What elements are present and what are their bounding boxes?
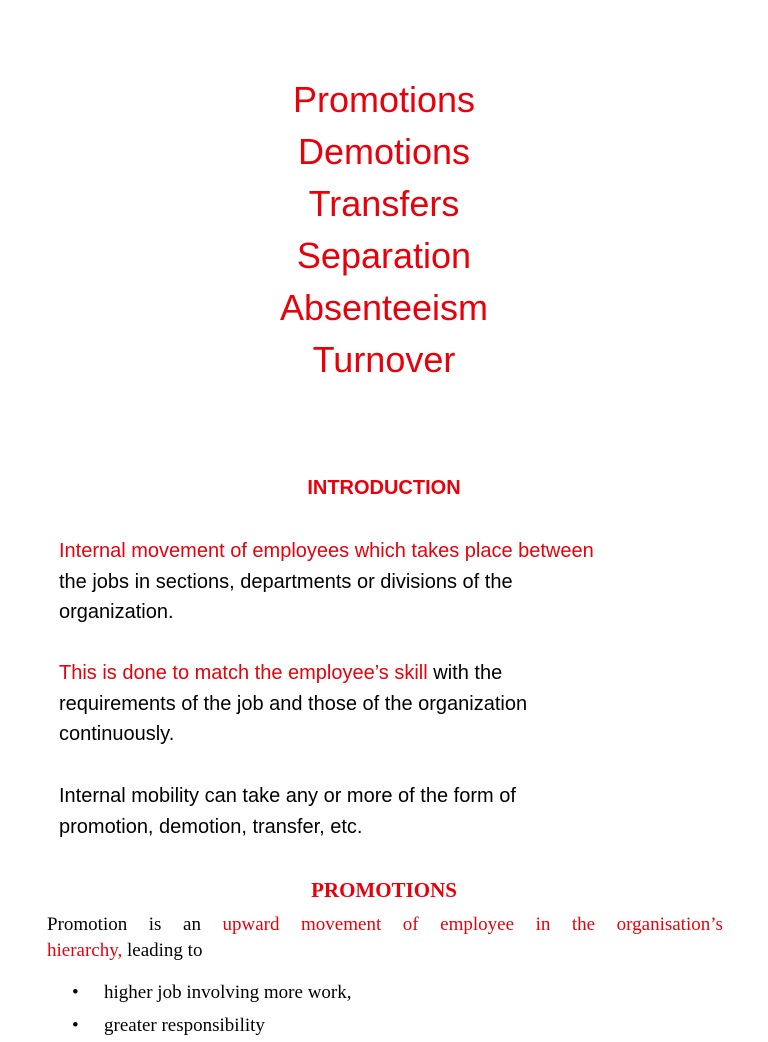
title-absenteeism: Absenteeism — [279, 287, 489, 328]
promotion-word-highlight: in — [535, 914, 551, 935]
bullet-item — [72, 976, 352, 1009]
title-transfers: Transfers — [308, 183, 460, 224]
promotion-word-highlight: the — [571, 914, 596, 935]
intro-paragraph-3 — [59, 781, 739, 842]
promotion-definition-line1 — [47, 912, 723, 938]
promotion-definition-line2 — [47, 938, 723, 964]
intro-paragraph-2 — [59, 658, 739, 750]
promotion-word: an — [183, 914, 201, 935]
promotions-heading: PROMOTIONS — [311, 878, 457, 902]
promotion-word-highlight: upward — [222, 914, 280, 935]
title-turnover: Turnover — [312, 339, 456, 380]
intro-p3-line1: Internal mobility can take any or more of the form of — [59, 785, 516, 807]
intro-p1-highlight: Internal movement of employees which takes place between — [59, 540, 594, 562]
bullet-text: greater responsibility — [104, 1015, 265, 1036]
intro-p3-line2: promotion, demotion, transfer, etc. — [59, 815, 363, 838]
promotion-bullet-list — [72, 976, 352, 1042]
bullet-dot-icon: • — [72, 982, 79, 1003]
promotion-leading-to: leading to — [122, 940, 203, 961]
promotion-word: Promotion — [47, 914, 128, 935]
bullet-text: higher job involving more work, — [104, 982, 352, 1003]
intro-p2-line3: continuously. — [59, 723, 175, 745]
promotion-definition — [47, 912, 723, 964]
bullet-item — [72, 1009, 352, 1042]
intro-p2-rest: with the — [427, 662, 503, 684]
intro-p1-line2: the jobs in sections, departments or divisions of the — [59, 570, 513, 593]
promotion-word-highlight: organisation’s — [616, 914, 723, 935]
title-separation: Separation — [296, 235, 472, 276]
promotion-word: is — [148, 914, 162, 935]
promotion-word-highlight: movement — [301, 914, 382, 935]
title-promotions: Promotions — [292, 79, 476, 120]
promotion-word-highlight: of — [402, 914, 419, 935]
promotion-hierarchy-word: hierarchy, — [47, 940, 123, 961]
intro-paragraph-1 — [59, 536, 739, 628]
title-demotions: Demotions — [297, 131, 471, 172]
intro-p2-line2: requirements of the job and those of the organization — [59, 692, 528, 715]
intro-p2-highlight: This is done to match the employee’s skill — [59, 662, 428, 684]
bullet-dot-icon: • — [72, 1015, 79, 1036]
intro-p1-line3: organization. — [59, 601, 174, 623]
introduction-heading: INTRODUCTION — [307, 477, 461, 499]
promotion-word-highlight: employee — [440, 914, 515, 935]
